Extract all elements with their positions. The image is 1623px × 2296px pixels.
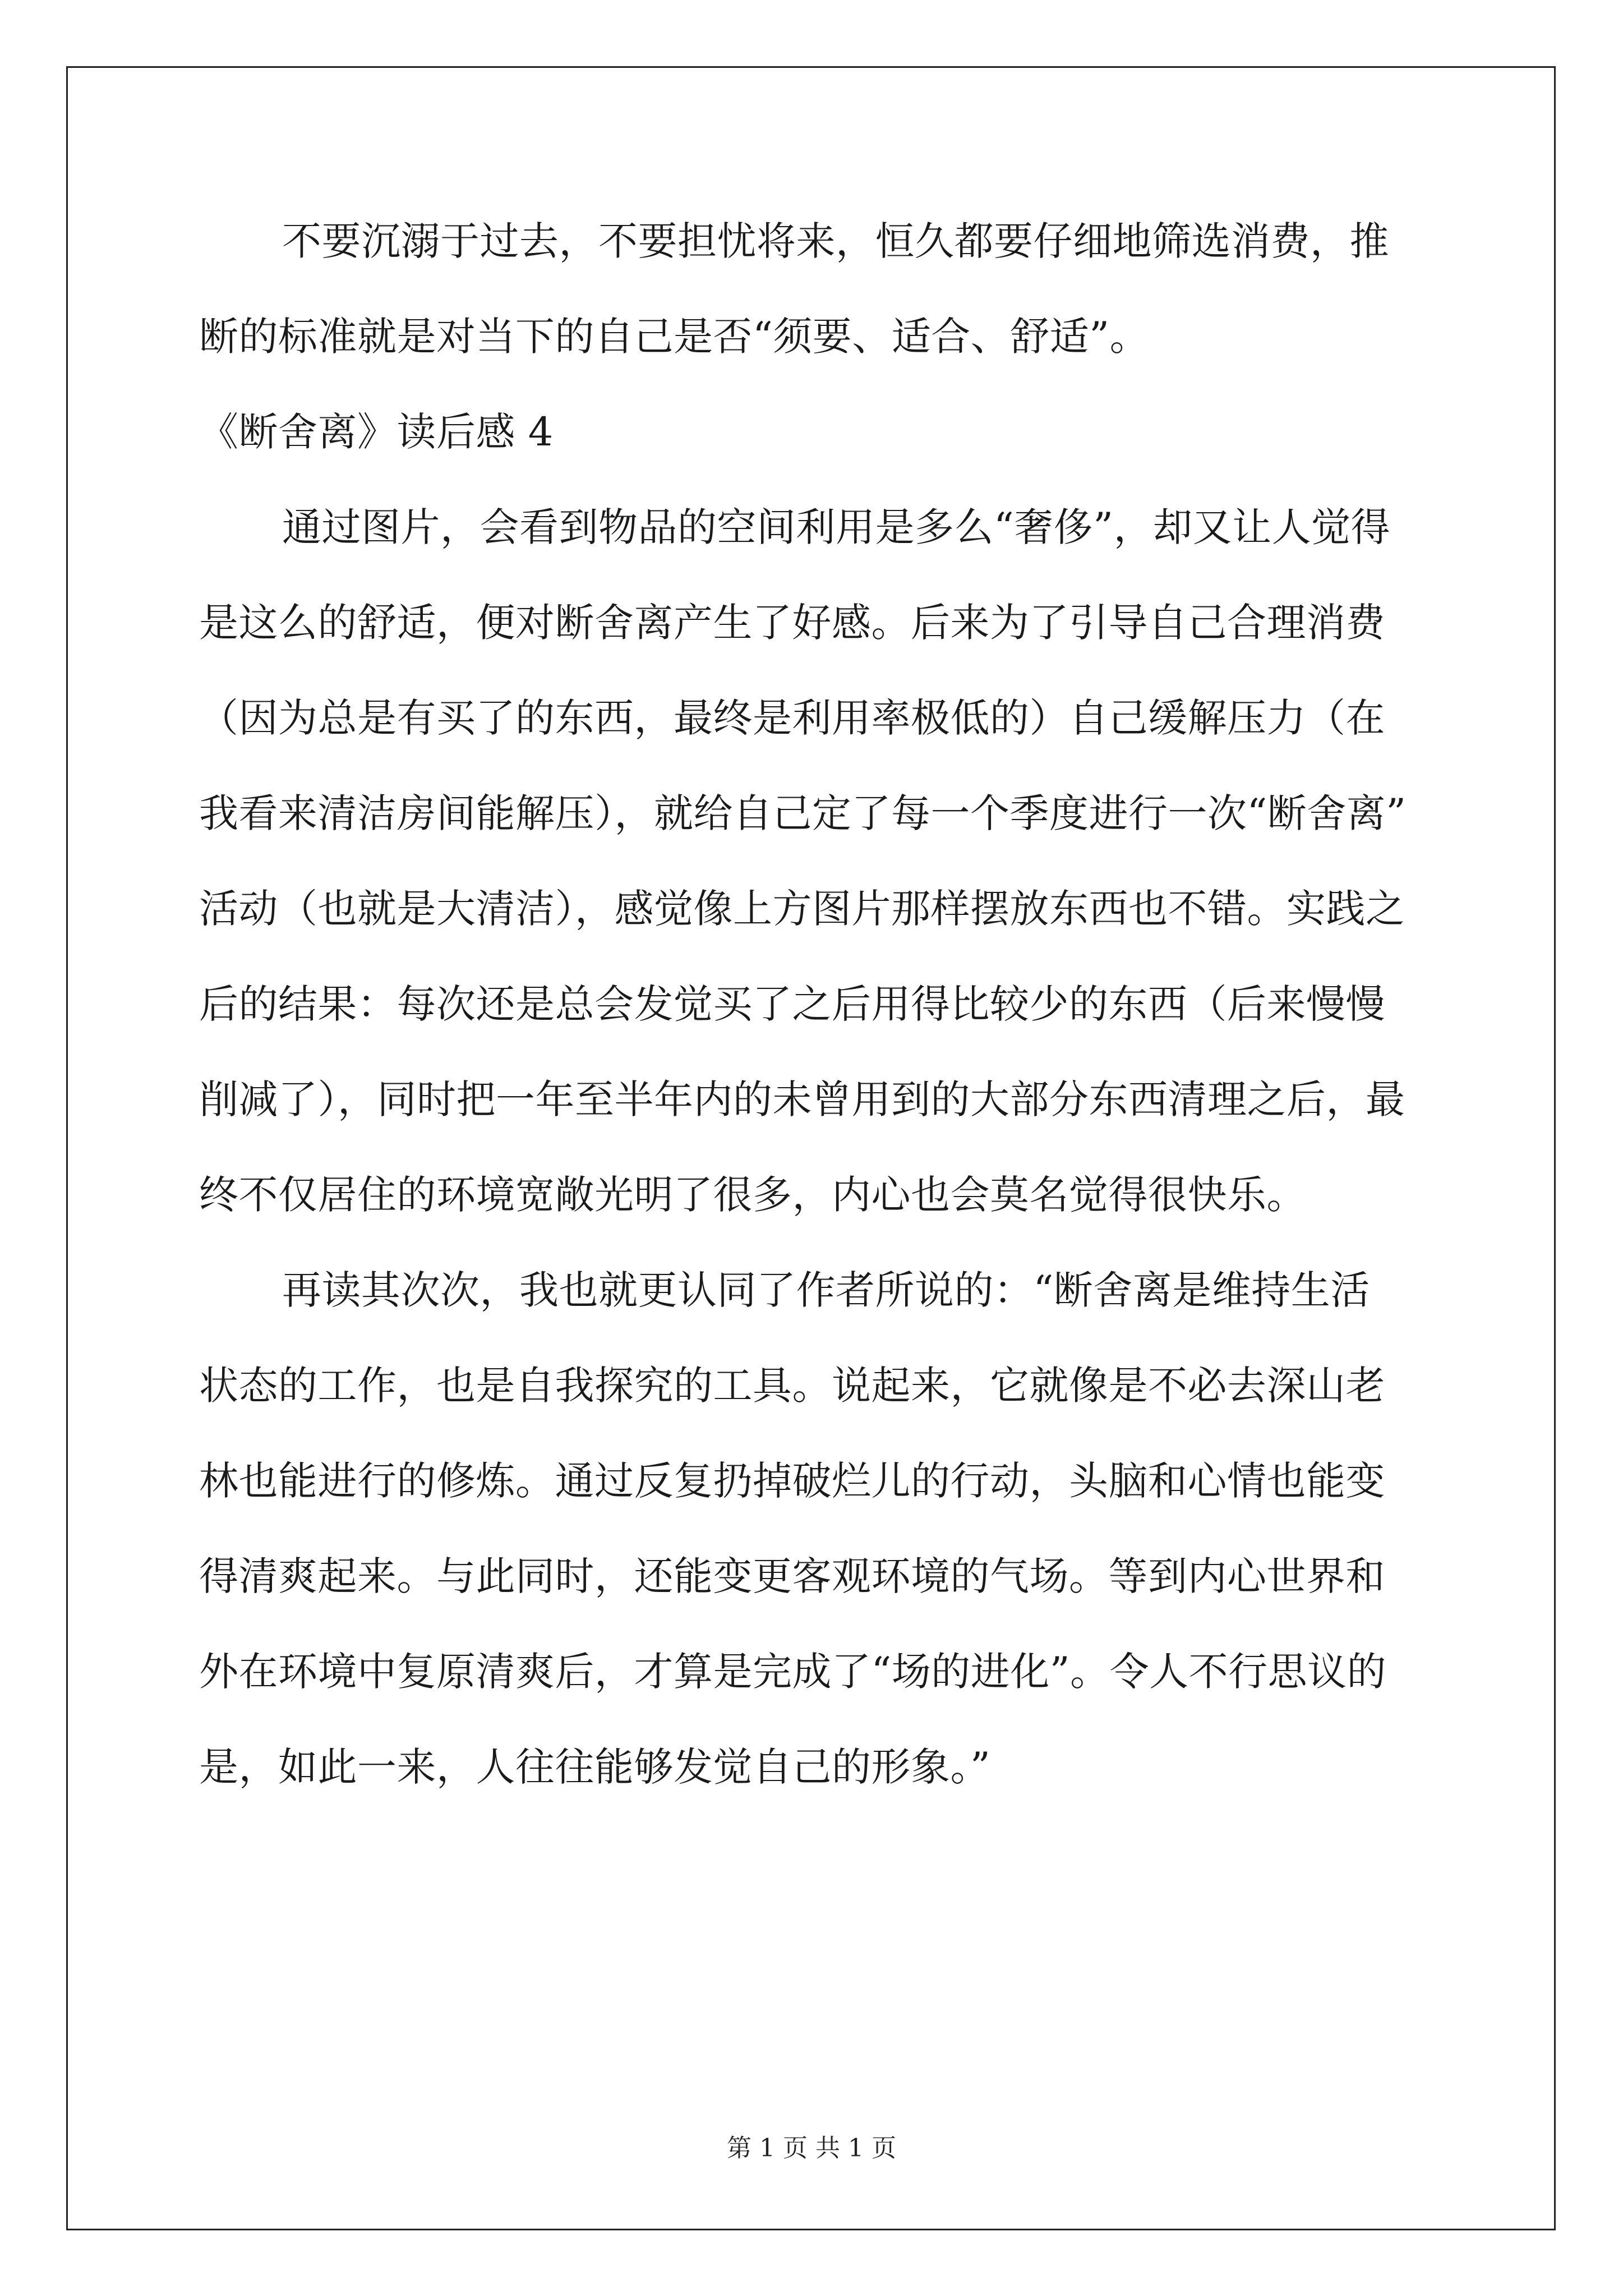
paragraph-line: 是这么的舒适，便对断舍离产生了好感。后来为了引导自己合理消费 <box>199 600 1385 646</box>
section-heading: 《断舍离》读后感 4 <box>199 409 554 455</box>
page-footer: 第 1 页 共 1 页 <box>727 2134 896 2162</box>
paragraph-line: 再读其次次，我也就更认同了作者所说的：“断舍离是维持生活 <box>282 1267 1370 1313</box>
paragraph-line: （因为总是有买了的东西，最终是利用率极低的）自己缓解压力（在 <box>199 695 1385 741</box>
paragraph-line: 活动（也就是大清洁），感觉像上方图片那样摆放东西也不错。实践之 <box>199 886 1405 932</box>
paragraph-line: 通过图片，会看到物品的空间利用是多么“奢侈”，却又让人觉得 <box>282 504 1391 550</box>
paragraph-line: 状态的工作，也是自我探究的工具。说起来，它就像是不必去深山老 <box>199 1363 1385 1409</box>
paragraph-line: 后的结果：每次还是总会发觉买了之后用得比较少的东西（后来慢慢 <box>199 981 1385 1027</box>
paragraph-line: 终不仅居住的环境宽敞光明了很多，内心也会莫名觉得很快乐。 <box>199 1172 1306 1218</box>
paragraph-line: 我看来清洁房间能解压），就给自己定了每一个季度进行一次“断舍离” <box>199 790 1407 836</box>
paragraph-line: 得清爽起来。与此同时，还能变更客观环境的气场。等到内心世界和 <box>199 1553 1385 1599</box>
paragraph-line: 不要沉溺于过去，不要担忧将来，恒久都要仔细地筛选消费，推 <box>282 218 1389 264</box>
paragraph-line: 外在环境中复原清爽后，才算是完成了“场的进化”。令人不行思议的 <box>199 1649 1387 1695</box>
paragraph-line: 断的标准就是对当下的自己是否“须要、适合、舒适”。 <box>199 314 1150 360</box>
paragraph-line: 林也能进行的修炼。通过反复扔掉破烂儿的行动，头脑和心情也能变 <box>199 1458 1385 1504</box>
paragraph-line: 削减了），同时把一年至半年内的未曾用到的大部分东西清理之后，最 <box>199 1076 1405 1122</box>
paragraph-line: 是，如此一来，人往往能够发觉自己的形象。” <box>199 1744 991 1790</box>
page-border <box>66 66 1556 2230</box>
